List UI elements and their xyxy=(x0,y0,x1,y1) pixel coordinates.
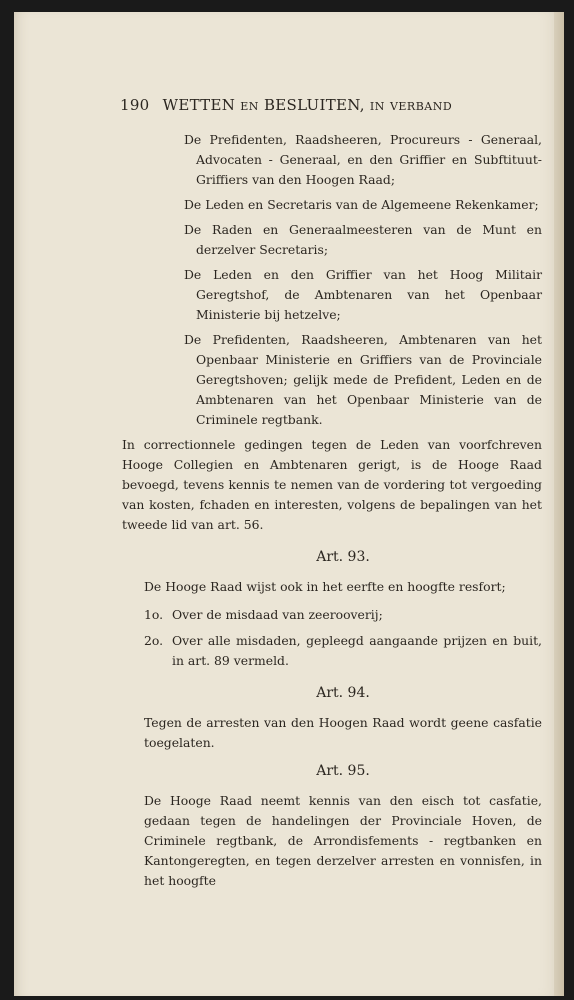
book-page xyxy=(14,12,564,996)
list-item: De Prefidenten, Raadsheeren, Procureurs - Generaal, Advocaten - Generaal, en den Griffier en Subftituut-Griffiers van den Hoogen Raad; xyxy=(184,132,542,187)
item-number: 2o. xyxy=(144,633,164,648)
article-93-item-2 xyxy=(144,631,542,671)
item-number: 1o. xyxy=(144,607,164,622)
article-94-text: Tegen de arresten van den Hoogen Raad wordt geene casfatie toegelaten. xyxy=(144,715,542,750)
header-title-en: EN xyxy=(240,100,259,113)
list-item: De Raden en Generaalmeesteren van de Munt en derzelver Secretaris; xyxy=(184,222,542,257)
header-title-verband: VERBAND xyxy=(389,100,453,113)
page-edge xyxy=(554,12,564,996)
list-item: De Prefidenten, Raadsheeren, Ambtenaren van het Openbaar Ministerie en Griffiers van de Provinciale Geregtshoven; gelijk mede de Prefident, Leden en de Ambtenaren van het Openbaar Ministerie van de Criminele regtbank. xyxy=(184,332,542,427)
header-title-besluiten: BESLUITEN, xyxy=(263,96,365,114)
header-title-in: IN xyxy=(369,100,385,113)
article-93-item-1 xyxy=(144,605,542,625)
article-95-text: De Hooge Raad neemt kennis van den eisch tot casfatie, gedaan tegen de handelingen der Provinciale Hoven, de Criminele regtbank, de Arrondisfements - regtbanken en Kantongeregten, en tegen derzelver arresten en vonnisfen, in het hoogfte xyxy=(144,793,542,888)
article-93-intro: De Hooge Raad wijst ook in het eerfte en hoogfte resfort; xyxy=(144,579,506,594)
page-number: 190 xyxy=(120,96,150,114)
running-header xyxy=(120,96,540,114)
list-item: De Leden en Secretaris van de Algemeene Rekenkamer; xyxy=(184,197,539,212)
item-text: Over alle misdaden, gepleegd aangaande prijzen en buit, in art. 89 vermeld. xyxy=(172,633,542,668)
body-text xyxy=(122,130,542,899)
article-heading-95: Art. 95. xyxy=(316,763,370,779)
item-text: Over de misdaad van zeerooverij; xyxy=(172,607,383,622)
header-title-main: WETTEN xyxy=(162,96,236,114)
article-heading-94: Art. 94. xyxy=(316,685,370,701)
paragraph: In correctionnele gedingen tegen de Leden van voorfchreven Hooge Collegien en Ambtenaren gerigt, is de Hooge Raad bevoegd, tevens kennis te nemen van de vordering tot vergoeding van kosten, fchaden en interesten, volgens de bepalingen van het tweede lid van art. 56. xyxy=(122,437,542,532)
article-heading-93: Art. 93. xyxy=(316,549,370,565)
list-item: De Leden en den Griffier van het Hoog Militair Geregtshof, de Ambtenaren van het Openbaar Ministerie bij hetzelve; xyxy=(184,267,542,322)
